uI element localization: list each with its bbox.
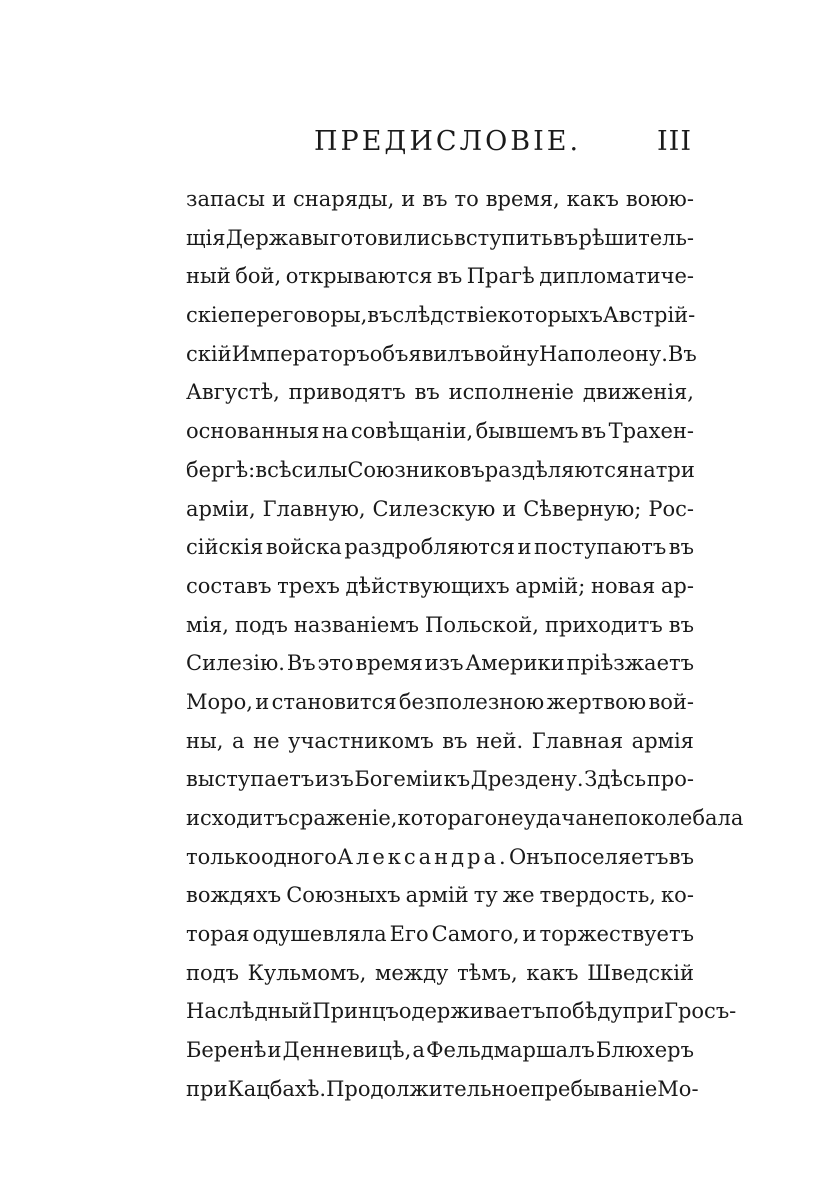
word: къ — [443, 767, 471, 792]
word: на — [629, 457, 656, 482]
word: вой- — [648, 689, 694, 714]
word: и — [401, 187, 416, 211]
word: въ — [580, 419, 607, 444]
word: вступить — [454, 225, 553, 250]
word: скій — [186, 341, 232, 366]
word: въ — [367, 303, 393, 328]
word: которыхъ — [497, 303, 603, 328]
word: пребываніе — [530, 1076, 658, 1101]
word: Наслѣдный — [186, 999, 313, 1024]
word: исполненіе — [448, 380, 574, 405]
word: и — [522, 922, 537, 947]
word: ко- — [661, 883, 694, 908]
word: Австрій- — [602, 303, 696, 328]
text-line — [186, 1070, 699, 1109]
word: воюю- — [625, 187, 694, 211]
word: въ — [668, 844, 694, 869]
word: изъ — [314, 767, 354, 792]
word: составъ — [186, 573, 272, 598]
word: бой, — [235, 264, 282, 289]
word: безполезною — [398, 689, 545, 714]
word: снаряды, — [292, 187, 395, 211]
word: не — [253, 728, 280, 753]
word: скіе — [186, 303, 231, 328]
word: не — [587, 806, 615, 830]
word: одушевляла — [252, 922, 387, 947]
word: объявилъ — [369, 341, 475, 366]
word: Союзныхъ — [286, 883, 401, 908]
word: при — [622, 999, 665, 1024]
word: Мо- — [657, 1076, 699, 1101]
word: Наполеону. — [538, 341, 668, 366]
text-line — [186, 915, 694, 954]
word: исходитъ — [186, 806, 289, 830]
running-title: ПРЕДИСЛОВІЕ. — [314, 126, 582, 157]
word: ней. — [476, 728, 524, 753]
word: и — [255, 689, 270, 714]
word: армій — [405, 883, 469, 908]
word: побѣду — [545, 999, 623, 1024]
word: Дрездену. — [470, 767, 584, 792]
word: выступаетъ — [186, 767, 315, 792]
word: Августѣ, — [186, 380, 280, 405]
word: ны, — [186, 728, 224, 753]
word: и — [502, 496, 517, 521]
word: сійскія — [186, 535, 264, 560]
word: только — [186, 844, 261, 869]
word: одерживаетъ — [398, 999, 546, 1024]
word: рѣшитель- — [578, 225, 694, 250]
word: подъ — [186, 960, 239, 985]
word: Гросъ- — [664, 999, 737, 1024]
body-text — [186, 180, 744, 1109]
word: и — [271, 187, 286, 211]
word: Рос- — [648, 496, 694, 521]
text-line — [186, 954, 694, 993]
word: въ — [414, 380, 440, 405]
word: ту — [473, 883, 498, 908]
word: Моро, — [186, 689, 253, 714]
word: щія — [186, 225, 226, 250]
word: совѣщаніи, — [350, 419, 474, 444]
text-line — [186, 219, 694, 258]
word: Кацбахѣ. — [227, 1076, 327, 1101]
text-line — [186, 606, 694, 645]
word: Союзниковъ — [347, 457, 485, 482]
word: участникомъ — [288, 728, 434, 753]
word: три — [655, 457, 695, 482]
running-head — [186, 122, 694, 166]
text-line — [186, 373, 694, 412]
word: между — [375, 960, 449, 985]
word: Въ — [286, 651, 316, 676]
word: арміи, — [186, 496, 256, 521]
word: бывшемъ — [475, 419, 579, 444]
word: то — [454, 187, 479, 211]
word: приходитъ — [544, 612, 663, 637]
word: готовились — [329, 225, 454, 250]
word: пріѣзжаетъ — [566, 651, 694, 676]
word: торжествуетъ — [539, 922, 694, 947]
word: въ — [437, 264, 463, 289]
word: Императоръ — [231, 341, 370, 366]
text-line — [186, 799, 744, 838]
word: Главная — [531, 728, 624, 753]
word: котораго — [397, 806, 498, 830]
text-line — [186, 683, 694, 722]
word: поселяетъ — [553, 844, 669, 869]
word: войска — [265, 535, 342, 560]
word: Силезскую — [372, 496, 496, 521]
word: открываются — [285, 264, 433, 289]
word: становится — [271, 689, 397, 714]
word: Беренѣ — [186, 1038, 267, 1063]
word: раздѣляются — [484, 457, 630, 482]
word: Шведскій — [587, 960, 694, 985]
word: Польской, — [425, 612, 539, 637]
text-line — [186, 296, 694, 335]
text-line — [186, 490, 694, 529]
word: въ — [422, 187, 448, 211]
word: какъ — [526, 960, 579, 985]
word: слѣдствіе — [392, 303, 498, 328]
word: Здѣсь — [584, 767, 647, 792]
word: какъ — [566, 187, 619, 211]
word: Кульмомъ, — [247, 960, 367, 985]
text-line — [186, 335, 697, 374]
word: Прагѣ — [466, 264, 535, 289]
word: переговоры, — [230, 303, 368, 328]
word: время — [355, 651, 423, 676]
word: Блюхеръ — [595, 1038, 694, 1063]
text-line — [186, 876, 694, 915]
word: войну — [474, 341, 539, 366]
word: основанныя — [186, 419, 320, 444]
word: трехъ — [277, 573, 340, 598]
word: въ — [442, 728, 468, 753]
word: дипломатиче- — [539, 264, 694, 289]
word: вождяхъ — [186, 883, 282, 908]
word: и — [517, 535, 532, 560]
text-line — [186, 644, 694, 683]
word: же — [502, 883, 535, 908]
word: тѣмъ, — [457, 960, 518, 985]
word: Продолжительное — [326, 1076, 531, 1101]
word: Онъ — [508, 844, 554, 869]
word: изъ — [424, 651, 464, 676]
word: торая — [186, 922, 250, 947]
word: поступаютъ — [534, 535, 667, 560]
text-line — [186, 1031, 694, 1070]
word: про- — [646, 767, 694, 792]
word: приводятъ — [288, 380, 406, 405]
text-line — [186, 257, 694, 296]
word: армій; — [515, 573, 586, 598]
word: дѣйствующихъ — [345, 573, 510, 598]
word: подъ — [234, 612, 288, 637]
word: поколебала — [614, 806, 744, 830]
word: въ — [552, 225, 579, 250]
word: Америки — [465, 651, 565, 676]
word: Принцъ — [312, 999, 399, 1024]
page-number: III — [657, 126, 692, 157]
word: и — [267, 1038, 282, 1063]
text-line — [186, 992, 737, 1031]
word: Въ — [667, 341, 697, 366]
text-line — [186, 528, 694, 567]
word: Трахен- — [608, 419, 694, 444]
word: на — [321, 419, 349, 444]
word: одного — [261, 844, 337, 869]
word: въ — [668, 535, 694, 560]
text-line — [186, 722, 694, 761]
word: новая — [591, 573, 656, 598]
word: запасы — [186, 187, 265, 211]
word: время, — [485, 187, 560, 211]
word: неудача — [497, 806, 588, 830]
word: армія — [631, 728, 694, 753]
word: всѣ — [255, 457, 292, 482]
word: Державы — [225, 225, 330, 250]
word: Силезію. — [186, 651, 285, 676]
word: сраженіе, — [288, 806, 398, 830]
word: мія, — [186, 612, 229, 637]
text-line — [186, 180, 694, 219]
word: это — [317, 651, 354, 676]
word: Самого, — [431, 922, 520, 947]
word: бергѣ: — [186, 457, 256, 482]
word: а — [231, 728, 245, 753]
word: силы — [291, 457, 348, 482]
word: Денневицѣ, — [282, 1038, 412, 1063]
word: Александра. — [337, 844, 509, 869]
text-line — [186, 760, 694, 799]
word: въ — [668, 612, 694, 637]
word: а — [412, 1038, 425, 1063]
text-line — [186, 567, 694, 606]
word: Богеміи — [354, 767, 443, 792]
word: ар- — [660, 573, 694, 598]
word: при — [186, 1076, 228, 1101]
word: Его — [389, 922, 429, 947]
word: жертвою — [546, 689, 647, 714]
word: названіемъ — [293, 612, 420, 637]
word: твердость, — [539, 883, 656, 908]
text-line — [186, 451, 694, 490]
word: раздробляются — [344, 535, 515, 560]
word: движенія, — [582, 380, 694, 405]
word: ный — [186, 264, 231, 289]
word: Сѣверную; — [523, 496, 642, 521]
text-line — [186, 412, 694, 451]
text-line — [186, 838, 694, 877]
word: Главную, — [262, 496, 366, 521]
word: Фельдмаршалъ — [426, 1038, 595, 1063]
